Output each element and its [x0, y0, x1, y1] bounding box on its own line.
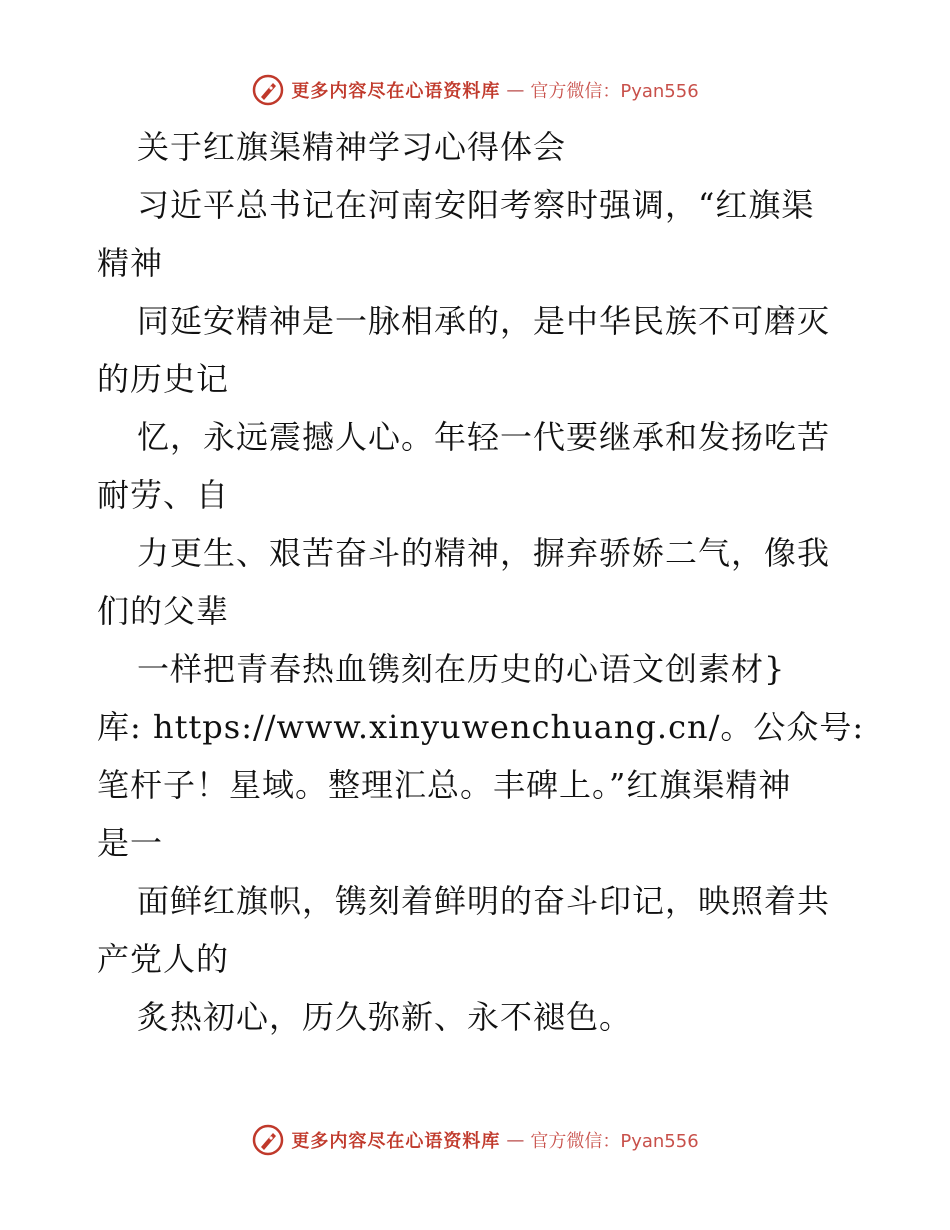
text-line: 们的父辈	[97, 592, 230, 630]
banner-wechat: 官方微信：Pyan556	[530, 81, 699, 102]
pen-nib-logo-icon	[251, 73, 285, 107]
text-line: 力更生、艰苦奋斗的精神，摒弃骄娇二气，像我	[137, 534, 831, 572]
document-body	[97, 118, 865, 1046]
text-line: 面鲜红旗帜，镌刻着鲜明的奋斗印记，映照着共	[137, 882, 831, 920]
text-line: 的历史记	[97, 360, 230, 398]
footer-banner	[0, 1120, 950, 1160]
text-line: 习近平总书记在河南安阳考察时强调，“红旗渠	[137, 186, 815, 224]
text-line: 一样把青春热血镌刻在历史的心语文创素材}	[137, 650, 786, 688]
text-line: 笔杆子！星域。整理汇总。丰碑上。”红旗渠精神	[97, 766, 792, 804]
document-title: 关于红旗渠精神学习心得体会	[137, 128, 567, 166]
banner-title: 更多内容尽在心语资料库	[291, 1131, 501, 1152]
header-banner	[0, 70, 950, 110]
banner-title: 更多内容尽在心语资料库	[291, 81, 501, 102]
text-line: 精神	[97, 244, 164, 282]
text-line: 同延安精神是一脉相承的，是中华民族不可磨灭	[137, 302, 831, 340]
text-line: 是一	[97, 824, 164, 862]
banner-separator: —	[506, 1129, 525, 1151]
text-line: 产党人的	[97, 940, 230, 978]
text-line: 库: https://www.xinyuwenchuang.cn/。公众号:	[97, 708, 865, 746]
text-line: 炙热初心，历久弥新、永不褪色。	[137, 998, 633, 1036]
text-line: 忆，永远震撼人心。年轻一代要继承和发扬吃苦	[137, 418, 831, 456]
text-line: 耐劳、自	[97, 476, 230, 514]
banner-separator: —	[506, 79, 525, 101]
banner-wechat: 官方微信：Pyan556	[530, 1131, 699, 1152]
pen-nib-logo-icon	[251, 1123, 285, 1157]
